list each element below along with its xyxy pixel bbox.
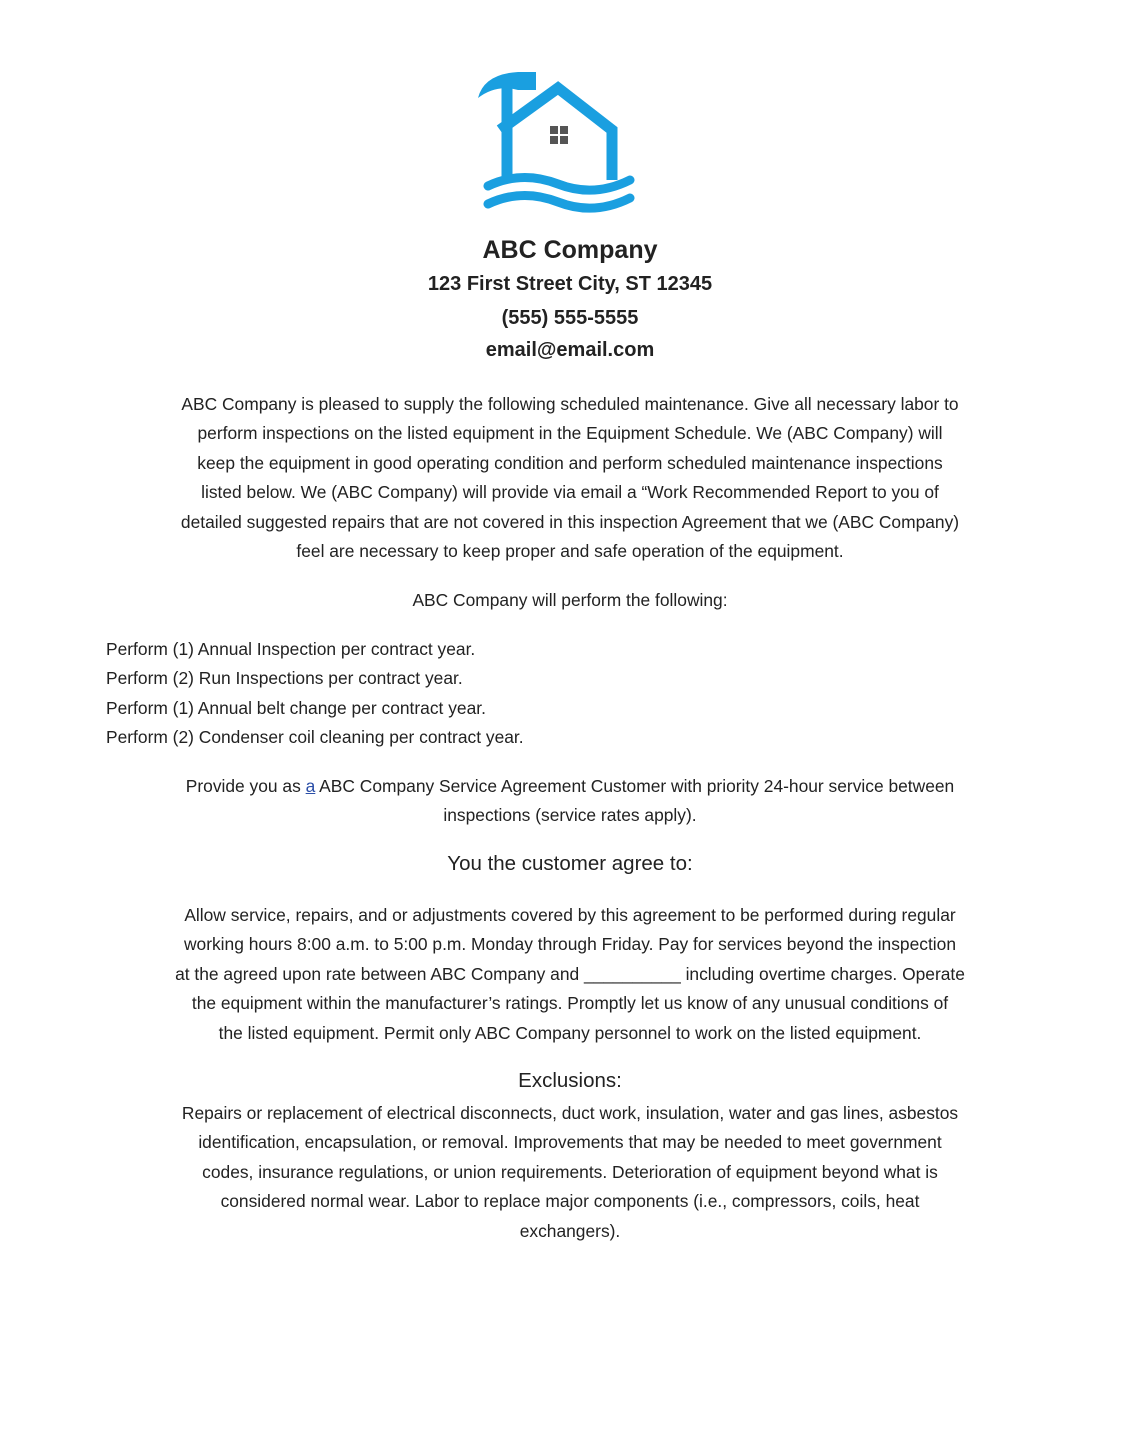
agree-line: working hours 8:00 a.m. to 5:00 p.m. Monday through Friday. Pay for services beyond the inspection — [183, 934, 957, 955]
intro-line: keep the equipment in good operating condition and perform scheduled maintenance inspections — [197, 452, 943, 473]
underlined-word: a — [305, 776, 316, 796]
exclusions-line: exchangers). — [519, 1220, 621, 1241]
exclusions-title: Exclusions: — [518, 1069, 622, 1092]
company-name: ABC Company — [482, 236, 658, 264]
perform-list — [106, 635, 524, 753]
exclusions-line: Repairs or replacement of electrical disconnects, duct work, insulation, water and gas lines, asbestos — [181, 1103, 959, 1123]
intro-line: perform inspections on the listed equipment in the Equipment Schedule. We (ABC Company) will — [197, 423, 943, 444]
company-logo — [470, 68, 640, 218]
agree-line: the listed equipment. Permit only ABC Company personnel to work on the listed equipment. — [218, 1022, 922, 1043]
house-hammer-waves-icon — [470, 68, 640, 218]
exclusions-line: codes, insurance regulations, or union requirements. Deterioration of equipment beyond what is — [202, 1161, 938, 1182]
company-phone: (555) 555-5555 — [501, 307, 639, 329]
list-item: Perform (1) Annual Inspection per contract year. — [106, 639, 476, 659]
company-email: email@email.com — [485, 339, 655, 361]
priority-line: inspections (service rates apply). — [443, 805, 697, 826]
agree-line: at the agreed upon rate between ABC Company and __________ including overtime charges. Operate — [175, 963, 965, 984]
priority-paragraph — [100, 772, 1040, 831]
intro-paragraph — [100, 390, 1040, 566]
perform-lead: ABC Company will perform the following: — [412, 590, 728, 610]
intro-line: feel are necessary to keep proper and safe operation of the equipment. — [296, 541, 844, 562]
priority-text-start: Provide you as — [185, 776, 306, 796]
exclusions-paragraph — [100, 1099, 1040, 1246]
intro-line: detailed suggested repairs that are not covered in this inspection Agreement that we (ABC Company) — [180, 511, 960, 532]
agree-paragraph — [100, 901, 1040, 1048]
list-item: Perform (2) Run Inspections per contract year. — [106, 668, 463, 689]
agree-line: the equipment within the manufacturer’s ratings. Promptly let us know of any unusual conditions of — [191, 993, 949, 1014]
intro-line: listed below. We (ABC Company) will provide via email a “Work Recommended Report to you of — [201, 482, 939, 503]
agree-line: Allow service, repairs, and or adjustments covered by this agreement to be performed during regular — [184, 905, 956, 925]
list-item: Perform (2) Condenser coil cleaning per contract year. — [106, 727, 524, 748]
exclusions-line: considered normal wear. Labor to replace major components (i.e., compressors, coils, heat — [220, 1191, 920, 1212]
exclusions-line: identification, encapsulation, or removal. Improvements that may be needed to meet government — [198, 1132, 942, 1153]
priority-text-end: ABC Company Service Agreement Customer with priority 24-hour service between — [315, 776, 955, 796]
intro-line: ABC Company is pleased to supply the following scheduled maintenance. Give all necessary labor to — [181, 394, 959, 414]
company-address: 123 First Street City, ST 12345 — [427, 273, 713, 295]
list-item: Perform (1) Annual belt change per contract year. — [106, 697, 486, 718]
priority-line — [100, 772, 1040, 801]
agree-title: You the customer agree to: — [447, 852, 693, 875]
